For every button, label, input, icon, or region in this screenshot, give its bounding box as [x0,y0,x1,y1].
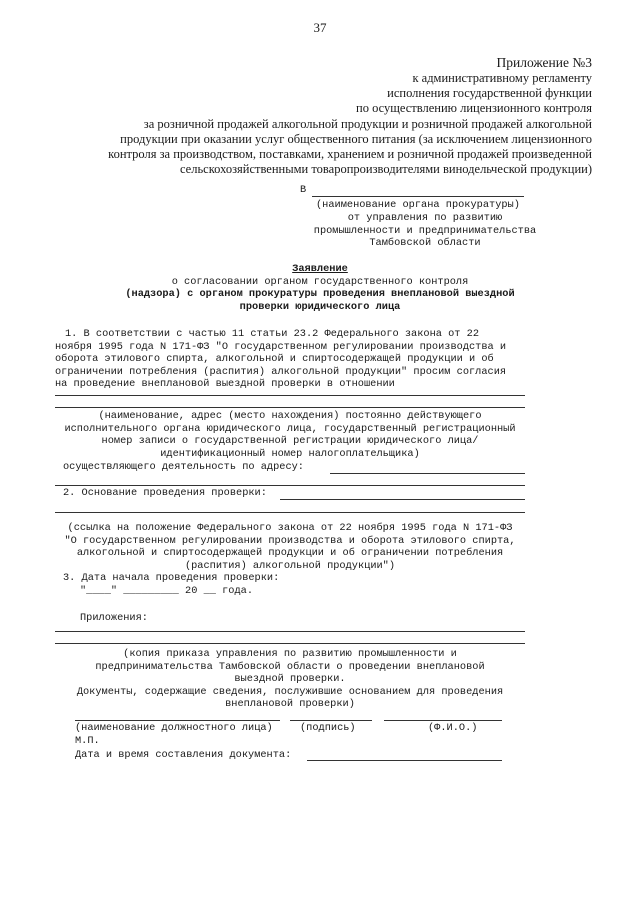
addressee-from-line: промышленности и предпринимательства [313,224,537,237]
document-title [0,263,640,313]
addressee-prefix: В [300,184,307,196]
section1-line: оборота этилового спирта, алкогольной и спиртосодержащей продукции и об [55,353,494,366]
datetime-line[interactable] [307,760,502,761]
name-line[interactable] [384,720,502,721]
entity-line-2[interactable] [55,407,525,408]
appendix-line: исполнения государственной функции [387,86,592,101]
basis-line-1[interactable] [280,499,525,500]
attachments-caption-line: внеплановой проверки) [225,698,355,711]
addressee-from [300,212,550,250]
page-number: 37 [313,20,327,35]
appendix-line: Приложение №3 [496,55,592,70]
position-caption: (наименование должностного лица) [75,722,273,734]
appendix-header [108,54,592,177]
signature-line[interactable] [290,720,372,721]
title-line: проверки юридического лица [239,300,401,313]
appendix-line: сельскохозяйственными товаропроизводителями винодельческой продукции) [179,162,592,177]
appendix-line: к административному регламенту [412,71,592,85]
appendix-line: продукции при оказании услуг общественного питания (за исключением лицензионного [120,131,592,146]
stamp-label: М.П. [75,735,100,747]
section1-text [55,328,506,391]
entity-caption-line: исполнительного органа юридического лица, государственный регистрационный [64,422,516,435]
address-line-2[interactable] [55,485,525,486]
name-caption: (Ф.И.О.) [428,722,478,734]
addressee-line[interactable] [312,196,524,197]
address-label: осуществляющего деятельность по адресу: [63,461,304,473]
basis-caption-line: (ссылка на положение Федерального закона от 22 ноября 1995 года N 171-ФЗ [67,522,513,534]
address-line-1[interactable] [330,473,525,474]
position-line[interactable] [75,720,280,721]
attachments-line-2[interactable] [55,643,525,644]
appendix-line: по осуществлению лицензионного контроля [356,101,592,116]
section1-line: 1. В соответствии с частью 11 статьи 23.2 Федерального закона от 22 [65,328,480,340]
section1-line: ограничении потребления (распития) алкогольной продукции" просим согласия [55,365,507,378]
section3-label: 3. Дата начала проведения проверки: [63,572,280,584]
start-date-field[interactable]: "____" _________ 20 __ года. [80,585,254,597]
basis-line-2[interactable] [55,512,525,513]
attachments-caption [55,648,525,711]
entity-caption-line: номер записи о государственной регистрации юридического лица/ [101,435,479,448]
entity-caption-line: (наименование, адрес (место нахождения) постоянно действующего [98,410,482,422]
section1-line: на проведение внеплановой выездной проверки в отношении [55,378,395,391]
addressee-from-line: от управления по развитию [347,212,503,224]
title-line: (надзора) с органом прокуратуры проведения внеплановой выездной [125,288,515,301]
appendix-line: контроля за производством, поставками, хранением и розничной продажей произведенной [108,147,592,162]
section1-line: ноября 1995 года N 171-ФЗ "О государственном регулировании производства и [55,340,507,353]
attachments-line-1[interactable] [55,631,525,632]
attachments-label: Приложения: [80,612,148,624]
addressee-caption: (наименование органа прокуратуры) [316,199,520,211]
attachments-caption-line: Документы, содержащие сведения, послужившие основанием для проведения [76,685,504,698]
title-line: о согласовании органом государственного контроля [171,275,469,288]
entity-line-1[interactable] [55,395,525,396]
signature-caption: (подпись) [300,722,356,734]
title-heading: Заявление [292,263,348,275]
entity-caption [55,410,525,460]
section2-label: 2. Основание проведения проверки: [63,487,267,499]
basis-caption [55,522,525,572]
basis-caption-line: алкогольной и спиртосодержащей продукции и об ограничении потребления [76,547,504,560]
appendix-line: за розничной продажей алкогольной продукции и розничной продажей алкогольной [143,116,592,131]
attachments-caption-line: (копия приказа управления по развитию промышленности и [123,648,457,660]
entity-caption-line: идентификационный номер налогоплательщика) [160,447,420,460]
attachments-caption-line: предпринимательства Тамбовской области о проведении внеплановой [95,660,485,673]
datetime-label: Дата и время составления документа: [75,749,292,761]
basis-caption-line: "О государственном регулировании производства и оборота этилового спирта, [64,534,516,547]
basis-caption-line: (распития) алкогольной продукции") [184,559,396,572]
attachments-caption-line: выездной проверки. [234,673,346,686]
addressee-from-line: Тамбовской области [369,237,481,250]
